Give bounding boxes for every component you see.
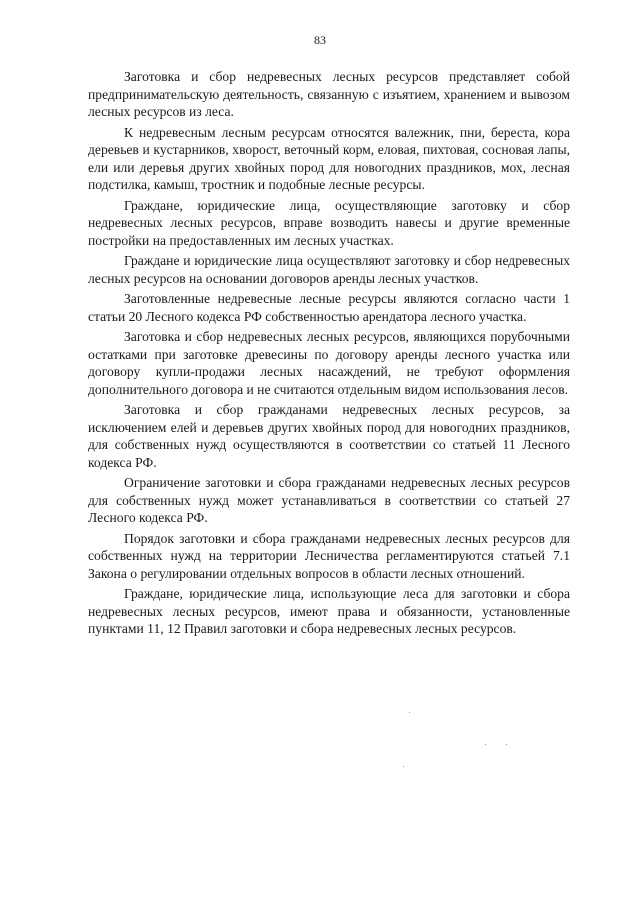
paragraph-5: Заготовленные недревесные лесные ресурсы являются согласно части 1 статьи 20 Лесного кодекса РФ собственностью арендатора лесного участка. [88,291,570,324]
body-text [88,68,570,641]
paragraph-4: Граждане и юридические лица осуществляют заготовку и сбор недревесных лесных ресурсов на основании договоров аренды лесных участков. [88,253,570,286]
scan-speck [506,744,507,745]
paragraph-10: Граждане, юридические лица, использующие леса для заготовки и сбора недревесных лесных ресурсов, имеют права и обязанности, установленные пунктами 11, 12 Правил заготовки и сбора недревесных лесных ресурсов. [88,586,570,636]
paragraph-3: Граждане, юридические лица, осуществляющие заготовку и сбор недревесных лесных ресурсов, вправе возводить навесы и другие временные постройки на предоставленных им лесных участках. [88,197,570,248]
paragraph-6: Заготовка и сбор недревесных лесных ресурсов, являющихся порубочными остатками при заготовке древесины по договору аренды лесного участка или договору купли-продажи лесных насаждений, не требуют оформления дополнительного договора и не считаются отдельным видом использования лесов. [88,329,570,397]
paragraph-2: К недревесным лесным ресурсам относятся валежник, пни, береста, кора деревьев и кустарников, хворост, веточный корм, еловая, пихтовая, сосновая лапы, ели или деревья других хвойных пород для новогодних праздников, мох, лесная подстилка, камыш, тростник и подобные лесные ресурсы. [88,124,570,192]
page-number: 83 [314,33,326,47]
paragraph-9: Порядок заготовки и сбора гражданами недревесных лесных ресурсов для собственных нужд на территории Лесничества регламентируются статьей 7.1 Закона о регулировании отдельных вопросов в области лесных отношений. [88,530,570,581]
paragraph-1: Заготовка и сбор недревесных лесных ресурсов представляет собой предпринимательскую деятельность, связанную с изъятием, хранением и вывозом лесных ресурсов из леса. [88,69,570,119]
scan-speck [403,766,404,767]
scan-speck [485,744,486,745]
scan-speck [409,712,410,713]
paragraph-7: Заготовка и сбор гражданами недревесных лесных ресурсов, за исключением елей и деревьев других хвойных пород для новогодних праздников, для собственных нужд осуществляются в соответствии со статьей 11 Лесного кодекса РФ. [88,402,570,470]
paragraph-8: Ограничение заготовки и сбора гражданами недревесных лесных ресурсов для собственных нужд может устанавливаться в соответствии со статьей 27 Лесного кодекса РФ. [88,475,570,525]
